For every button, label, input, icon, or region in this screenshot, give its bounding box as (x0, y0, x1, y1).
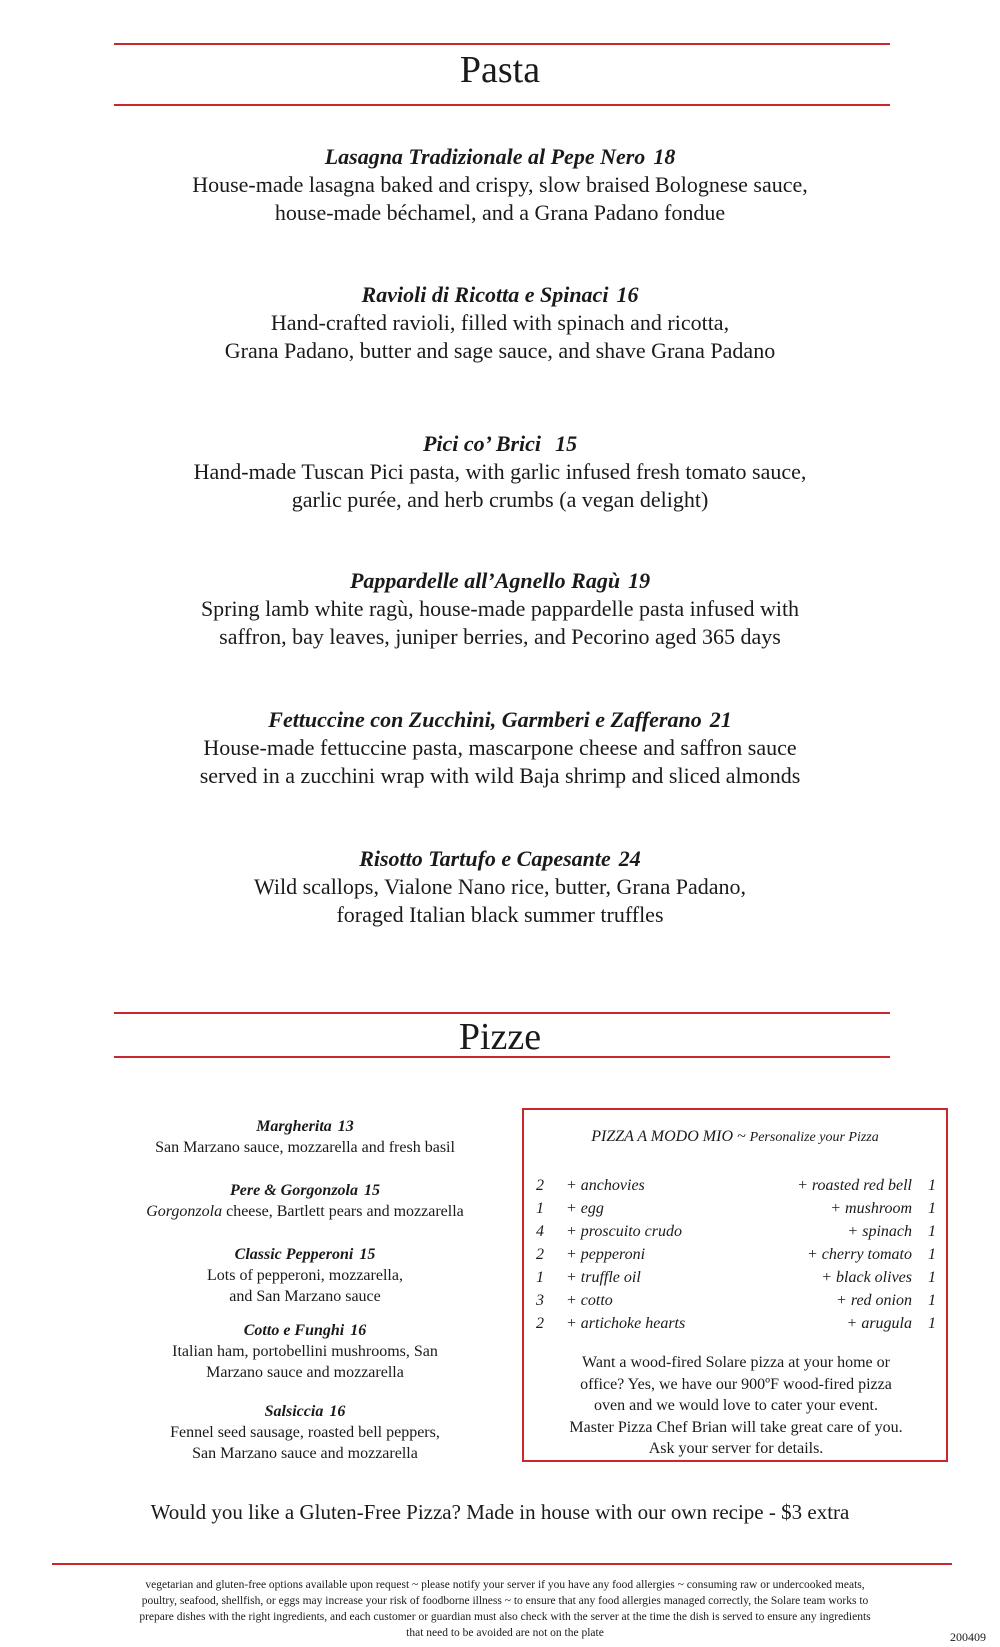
topping-option (536, 1174, 736, 1197)
pizza-name: Cotto e Funghi (243, 1322, 345, 1339)
dish-name: Fettuccine con Zucchini, Garmberi e Zafferano (268, 707, 702, 732)
pizza-description (120, 1201, 490, 1222)
dish-description: House-made fettuccine pasta, mascarpone cheese and saffron sauce served in a zucchini wrap with wild Baja shrimp and sliced almonds (199, 735, 801, 788)
topping-price: 1 (928, 1177, 936, 1194)
dish-name: Pappardelle all’Agnello Ragù (349, 568, 621, 593)
pasta-item (0, 845, 1000, 929)
topping-price: 4 (536, 1223, 544, 1240)
pizze-rule-top (114, 1012, 890, 1014)
pasta-item (0, 143, 1000, 227)
topping-price: 1 (536, 1200, 544, 1217)
pasta-item (0, 281, 1000, 365)
topping-label: + cotto (566, 1292, 613, 1309)
pasta-item (0, 706, 1000, 790)
personalize-pizza-box (522, 1108, 948, 1462)
dish-description: House-made lasagna baked and crispy, slow braised Bolognese sauce, house-made béchamel, and a Grana Padano fondue (192, 172, 808, 225)
dish-name: Lasagna Tradizionale al Pepe Nero (324, 144, 646, 169)
topping-option (536, 1243, 736, 1266)
topping-label: + proscuito crudo (566, 1223, 682, 1240)
pizza-name: Salsiccia (264, 1403, 324, 1420)
topping-option (536, 1220, 736, 1243)
pasta-rule-bottom (114, 104, 890, 106)
topping-price: 1 (928, 1269, 936, 1286)
topping-price: 1 (928, 1246, 936, 1263)
dish-description: Spring lamb white ragù, house-made pappardelle pasta infused with saffron, bay leaves, juniper berries, and Pecorino aged 365 days (200, 596, 800, 649)
pasta-rule-top (114, 43, 890, 45)
topping-option (736, 1220, 936, 1243)
pasta-title: Pasta (459, 49, 541, 91)
topping-price: 2 (536, 1315, 544, 1332)
topping-price: 3 (536, 1292, 544, 1309)
allergy-disclaimer: vegetarian and gluten-free options available upon request ~ please notify your server if you have any food allergies ~ consuming raw or undercooked meats, poultry, seafood, shellfish, or eggs may increase your risk of foodborne illness ~ to ensure that any food allergies managed correctly, the Solare team works to prepare dishes with the right ingredients, and each customer or guardian must also check with the server at the time the dish is served to ensure any ingredients that need to be avoided are not on the plate (139, 1579, 871, 1639)
topping-option (536, 1312, 736, 1335)
topping-price: 1 (928, 1223, 936, 1240)
menu-code: 200409 (950, 1630, 986, 1644)
pizza-price: 15 (359, 1246, 376, 1263)
topping-option (536, 1289, 736, 1312)
dish-description: Hand-crafted ravioli, filled with spinach and ricotta, Grana Padano, butter and sage sauce, and shave Grana Padano (224, 310, 776, 363)
topping-option (736, 1197, 936, 1220)
topping-label: + arugula (846, 1315, 912, 1332)
dish-description: Wild scallops, Vialone Nano rice, butter, Grana Padano, foraged Italian black summer truffles (254, 874, 746, 927)
topping-option (536, 1197, 736, 1220)
topping-price: 2 (536, 1177, 544, 1194)
pizza-description: Fennel seed sausage, roasted bell peppers, San Marzano sauce and mozzarella (170, 1424, 440, 1462)
personalize-subtitle: Personalize your Pizza (749, 1130, 879, 1145)
pizza-description: San Marzano sauce, mozzarella and fresh basil (155, 1139, 455, 1156)
personalize-title (524, 1128, 946, 1146)
topping-label: + spinach (847, 1223, 912, 1240)
gluten-free-note: Would you like a Gluten-Free Pizza? Made in house with our own recipe - $3 extra (150, 1500, 850, 1524)
topping-price: 1 (928, 1292, 936, 1309)
topping-label: + anchovies (566, 1177, 645, 1194)
topping-label: + red onion (836, 1292, 912, 1309)
topping-option (536, 1266, 736, 1289)
pizza-price: 16 (350, 1322, 367, 1339)
pizza-name: Margherita (256, 1118, 332, 1135)
topping-label: + mushroom (830, 1200, 912, 1217)
topping-label: + pepperoni (566, 1246, 646, 1263)
pizze-title: Pizze (458, 1016, 542, 1058)
topping-option (736, 1312, 936, 1335)
topping-label: + artichoke hearts (566, 1315, 686, 1332)
pizza-description-rest: cheese, Bartlett pears and mozzarella (222, 1203, 464, 1220)
dish-name: Ravioli di Ricotta e Spinaci (361, 282, 609, 307)
dish-price: 16 (616, 282, 639, 307)
topping-price: 1 (536, 1269, 544, 1286)
pizza-description: Italian ham, portobellini mushrooms, San Marzano sauce and mozzarella (172, 1343, 438, 1381)
dish-price: 24 (618, 846, 641, 871)
footer-rule (52, 1563, 952, 1565)
dish-price: 15 (555, 431, 578, 456)
pizza-item (120, 1402, 490, 1464)
topping-price: 1 (928, 1315, 936, 1332)
dish-description: Hand-made Tuscan Pici pasta, with garlic infused fresh tomato sauce, garlic purée, and herb crumbs (a vegan delight) (193, 459, 807, 512)
pizza-item (120, 1321, 490, 1383)
catering-note: Want a wood-fired Solare pizza at your home or office? Yes, we have our 900ºF wood-fired pizza oven and we would love to cater your event. Master Pizza Chef Brian will take great care of you. Ask your server for details. (569, 1354, 903, 1457)
dish-price: 19 (628, 568, 651, 593)
pizza-item (120, 1117, 490, 1158)
dish-price: 18 (653, 144, 676, 169)
personalize-title-main: PIZZA A MODO MIO ~ (591, 1128, 746, 1145)
pizza-description-italic: Gorgonzola (146, 1203, 223, 1220)
pizza-item (120, 1245, 490, 1307)
topping-option (736, 1174, 936, 1197)
pizza-price: 16 (329, 1403, 346, 1420)
topping-option (736, 1243, 936, 1266)
dish-price: 21 (709, 707, 732, 732)
dish-name: Risotto Tartufo e Capesante (359, 846, 611, 871)
topping-label: + black olives (821, 1269, 912, 1286)
topping-label: + roasted red bell (797, 1177, 912, 1194)
pizza-description: Lots of pepperoni, mozzarella, and San Marzano sauce (207, 1267, 403, 1305)
topping-price: 1 (928, 1200, 936, 1217)
pizza-name: Pere & Gorgonzola (230, 1182, 358, 1199)
pizze-rule-bottom (114, 1056, 890, 1058)
topping-label: + egg (566, 1200, 604, 1217)
dish-name: Pici co’ Brici (422, 431, 542, 456)
topping-label: + truffle oil (566, 1269, 641, 1286)
pizza-name: Classic Pepperoni (234, 1246, 354, 1263)
pizza-item (120, 1181, 490, 1222)
topping-option (736, 1266, 936, 1289)
topping-price: 2 (536, 1246, 544, 1263)
topping-option (736, 1289, 936, 1312)
pasta-item (0, 567, 1000, 651)
pasta-item (0, 430, 1000, 514)
pizza-price: 15 (364, 1182, 380, 1199)
pizza-price: 13 (337, 1118, 354, 1135)
topping-label: + cherry tomato (807, 1246, 912, 1263)
